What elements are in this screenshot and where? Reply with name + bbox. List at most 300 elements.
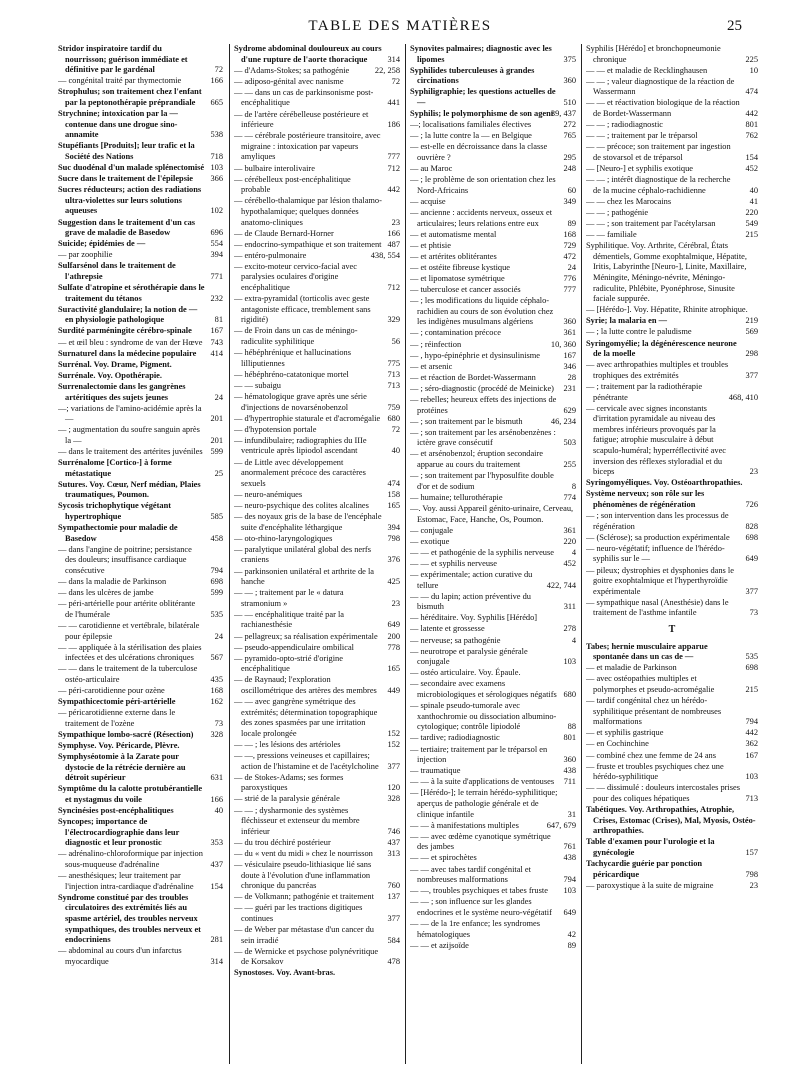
index-entry: [410, 548, 576, 559]
entry-text: [410, 853, 558, 864]
entry-page-ref: 422, 744: [546, 580, 576, 590]
entry-page-ref: 468, 410: [728, 392, 758, 402]
entry-description: — parkinsonien unilatéral et arthrite de la hanche: [234, 566, 374, 587]
index-entry: [410, 647, 576, 668]
index-entry: [410, 296, 576, 328]
entry-description: — de Raynaud; l'exploration oscillométrique des artères des membres: [234, 675, 377, 696]
index-entry: [58, 283, 223, 304]
entry-heading: Symphyse: [58, 741, 95, 750]
index-entry: [410, 832, 576, 853]
entry-page-ref: 28: [567, 372, 576, 382]
entry-description: — fruste et troubles psychiques chez une hérédo-syphilitique: [586, 761, 724, 782]
entry-text: [58, 686, 205, 697]
entry-text: [410, 142, 558, 163]
entry-text: [410, 701, 558, 733]
entry-description: — d'Adams-Stokes; sa pathogénie: [234, 65, 350, 75]
entry-page-ref: 366: [210, 174, 223, 184]
entry-text: [586, 880, 740, 892]
entry-text: [58, 752, 205, 784]
index-entry: [410, 886, 576, 897]
entry-description: —. Voy. aussi Appareil génito-urinaire, Cerveau, Estomac, Face, Hanche, Os, Poumon.: [410, 503, 574, 524]
index-entry: [58, 871, 223, 892]
index-entry: [234, 131, 400, 163]
index-entry: [586, 489, 758, 510]
index-entry: [410, 87, 576, 108]
entry-text: [410, 339, 554, 351]
entry-description: . Voy. Opothérapie.: [93, 370, 162, 380]
entry-text: [58, 849, 205, 870]
entry-description: — ; les modifications du liquide céphalo-rachidien au cours de son évolution chez les indigènes musulmans algériens: [410, 296, 554, 327]
entry-page-ref: 361: [563, 328, 576, 338]
entry-page-ref: 165: [387, 664, 400, 674]
entry-page-ref: 759: [387, 402, 400, 412]
entry-text: [234, 751, 382, 772]
entry-description: — du « vent du midi » chez le nourrisson: [234, 848, 373, 858]
entry-page-ref: 449: [387, 686, 400, 696]
index-entry: [58, 425, 223, 446]
entry-page-ref: 314: [210, 956, 223, 966]
entry-page-ref: 353: [210, 838, 223, 848]
entry-text: [234, 500, 382, 512]
entry-text: [58, 381, 205, 403]
entry-description: — ancienne : accidents nerveux, osseux et articulaires; leurs relations entre eux: [410, 207, 553, 228]
index-entry: [234, 77, 400, 88]
entry-text: [586, 750, 740, 762]
index-entry: [410, 66, 576, 87]
entry-description: — neurotrope et paralysie générale conjugale: [410, 646, 528, 667]
index-entry: [410, 733, 576, 744]
entry-text: [234, 860, 382, 892]
entry-description: — abdominal au cours d'un infarctus myocardique: [58, 946, 182, 966]
entry-text: [58, 729, 205, 741]
entry-description: — — dissimulé : douleurs intercostales prises pour des coliques hépatiques: [586, 783, 740, 803]
entry-page-ref: 167: [563, 350, 576, 360]
entry-page-ref: 4: [571, 547, 576, 557]
entry-text: [586, 489, 740, 510]
entry-page-ref: 329: [387, 315, 400, 325]
entry-description: . Voy. Cœur, Nerf médian, Plaies traumatiques, Poumon.: [65, 479, 201, 500]
entry-page-ref: 414: [210, 348, 223, 358]
entry-text: [586, 316, 740, 327]
entry-description: — exotique: [410, 536, 450, 546]
entry-description: — — ; intérêt diagnostique de la recherche de la mucine céphalo-rachidienne: [586, 175, 731, 195]
entry-description: — bulbaire interolivaire: [234, 163, 315, 173]
entry-page-ref: 438: [563, 853, 576, 863]
entry-page-ref: 46, 234: [550, 416, 576, 426]
entry-heading: Syringomyélie: [586, 338, 638, 348]
index-entry: [234, 66, 400, 77]
entry-text: [410, 503, 576, 525]
entry-text: [58, 283, 205, 304]
entry-heading: Surrenalectomie: [58, 381, 117, 391]
entry-text: [410, 831, 558, 853]
index-entry: [410, 340, 576, 351]
index-entry: [586, 360, 758, 381]
entry-description: — dans l'angine de poitrine; persistance des douleurs; insuffisance cardiaque consécutive: [58, 544, 192, 575]
entry-text: [58, 806, 205, 817]
entry-text: [234, 380, 382, 392]
entry-page-ref: 474: [745, 87, 758, 97]
entry-text: [234, 163, 382, 175]
entry-text: [58, 163, 205, 174]
entry-page-ref: 81: [214, 315, 223, 325]
entry-text: [410, 251, 558, 263]
entry-heading: Strophulus: [58, 87, 98, 97]
entry-description: — — chez les Marocains: [586, 196, 672, 206]
entry-text: [58, 239, 205, 250]
entry-description: — des noyaux gris de la base de l'encéphale suite d'encéphalite léthargique: [234, 512, 382, 532]
index-entry: [410, 897, 576, 918]
index-entry: [234, 294, 400, 326]
entry-description: douloureux au cours d'une rupture de l'aorte thoracique: [241, 44, 382, 64]
entry-page-ref: 103: [210, 163, 223, 173]
index-entry: [58, 250, 223, 261]
index-entry: [58, 686, 223, 697]
entry-text: [586, 207, 740, 219]
entry-description: — par zoophilie: [58, 250, 113, 260]
entry-text: [410, 897, 558, 918]
entry-page-ref: 10: [749, 65, 758, 75]
entry-description: —; localisations familiales électives: [410, 120, 532, 130]
entry-description: — — subaigu: [234, 380, 281, 390]
entry-heading: Sympathicectomie péri-artérielle: [58, 697, 176, 707]
entry-page-ref: 103: [563, 657, 576, 667]
entry-text: [586, 403, 740, 478]
entry-heading: Tabes: [586, 641, 607, 651]
entry-description: —; variations de l'amino-acidémie après la —: [58, 403, 202, 424]
entry-page-ref: 24: [567, 262, 576, 272]
entry-text: [586, 543, 740, 565]
index-entry: [234, 534, 400, 545]
entry-text: [234, 392, 382, 413]
page-header: [0, 14, 800, 38]
entry-description: — — ; valeur diagnostique de la réaction de Wassermann: [586, 76, 735, 97]
index-entry: [58, 946, 223, 967]
index-entry: [234, 370, 400, 381]
entry-page-ref: 24: [214, 631, 223, 641]
index-entry: [586, 305, 758, 316]
entry-page-ref: 8: [571, 481, 576, 491]
index-entry: [58, 741, 223, 752]
entry-text: [410, 940, 558, 952]
entry-page-ref: 649: [745, 554, 758, 564]
entry-page-ref: 712: [387, 163, 400, 173]
entry-text: [586, 761, 740, 783]
entry-page-ref: 718: [210, 151, 223, 161]
entry-page-ref: 377: [745, 370, 758, 380]
entry-page-ref: 200: [387, 631, 400, 641]
index-entry: [410, 504, 576, 525]
entry-page-ref: 599: [210, 446, 223, 456]
entry-text: [234, 424, 382, 436]
entry-text: [410, 109, 554, 120]
entry-page-ref: 72: [214, 65, 223, 75]
entry-text: [410, 547, 558, 559]
index-entry: [410, 570, 576, 591]
index-entry: [586, 230, 758, 241]
entry-page-ref: 346: [563, 361, 576, 371]
entry-text: [234, 609, 382, 631]
entry-page-ref: 487: [387, 239, 400, 249]
entry-heading: Tachycardie: [586, 858, 630, 868]
entry-page-ref: 167: [745, 750, 758, 760]
entry-text: [410, 262, 558, 274]
entry-description: ; intoxication par la — contenue dans une drogue sino-annamite: [65, 109, 178, 140]
entry-description: — neuro-anémiques: [234, 489, 303, 499]
index-entry: [410, 230, 576, 241]
entry-page-ref: 168: [210, 686, 223, 696]
entry-text: [58, 871, 205, 892]
entry-page-ref: 569: [745, 327, 758, 337]
entry-page-ref: 698: [745, 532, 758, 542]
index-entry: [410, 679, 576, 700]
entry-page-ref: 798: [745, 869, 758, 879]
entry-page-ref: 23: [749, 880, 758, 890]
entry-text: [234, 946, 382, 968]
entry-text: [58, 599, 205, 620]
entry-page-ref: 771: [210, 271, 223, 281]
entry-heading: Syphilis: [410, 109, 439, 119]
index-entry: [234, 425, 400, 436]
entry-text: [586, 511, 740, 532]
entry-heading: Symptôme: [58, 784, 97, 794]
entry-description: — péri-carotidienne pour ozène: [58, 686, 165, 696]
entry-page-ref: 313: [387, 848, 400, 858]
entry-description: à forme métastatique: [65, 458, 172, 478]
entry-description: — — et maladie de Recklinghausen: [586, 65, 708, 75]
entry-page-ref: 774: [563, 492, 576, 502]
entry-page-ref: 549: [745, 219, 758, 228]
entry-text: [58, 370, 223, 382]
entry-text: [410, 525, 558, 537]
entry-text: [234, 512, 382, 533]
entry-text: [58, 76, 205, 87]
entry-description: — vésiculaire pseudo-lithiasique lié sans doute à l'évolution d'une inflammation chronique du pancréas: [234, 860, 372, 891]
index-entry: [410, 274, 576, 285]
index-entry: [234, 175, 400, 196]
index-entry: [58, 185, 223, 217]
entry-page-ref: 503: [563, 438, 576, 448]
entry-page-ref: 220: [745, 207, 758, 217]
entry-description: — — ; son traitement par l'acétylarsan: [586, 219, 716, 228]
entry-text: [410, 766, 558, 777]
index-entry: [410, 853, 576, 864]
index-entry: [410, 526, 576, 537]
entry-description: — adrénalino-chloroformique par injection sous-muqueuse d'adrénaline: [58, 849, 203, 870]
entry-text: [234, 348, 382, 369]
entry-description: post-encéphalitiques: [98, 806, 174, 816]
entry-page-ref: 437: [387, 837, 400, 847]
index-entry: [58, 109, 223, 141]
index-entry: [234, 794, 400, 805]
entry-description: — — ; pathogénie: [586, 207, 649, 217]
entry-page-ref: 680: [387, 413, 400, 423]
index-entry: [586, 316, 758, 327]
index-entry: [234, 588, 400, 609]
entry-description: — — et réactivation biologique de la réaction de Bordet-Wassermann: [586, 98, 740, 119]
entry-page-ref: 794: [210, 566, 223, 575]
entry-text: [410, 207, 558, 229]
entry-description: — entéro-pulmonaire: [234, 250, 307, 260]
entry-page-ref: 23: [391, 217, 400, 227]
entry-description: . Voy. Drame, Pigment.: [89, 359, 172, 369]
index-entry: [586, 642, 758, 663]
entry-text: [58, 697, 205, 708]
entry-description: — de Wernicke et psychose polynévritique de Korsakov: [234, 946, 379, 967]
entry-page-ref: 743: [210, 337, 223, 347]
entry-description: — latente et grossesse: [410, 624, 485, 634]
entry-description: — — du lapin; action préventive du bismuth: [410, 591, 531, 612]
entry-page-ref: 376: [387, 555, 400, 565]
index-entry: [586, 566, 758, 598]
entry-description: — cervicale avec signes inconstants d'irritation pyramidale au niveau des membres inférieurs provoqués par la fatigue; atrophie musculaire à début scapulo-huméral; hyperréflectivité avec inversion des réflexes styloradial et du biceps: [586, 403, 727, 477]
index-entry: [586, 241, 758, 305]
index-entry: [234, 545, 400, 566]
entry-description: — et lipomatose symétrique: [410, 273, 505, 283]
entry-text: [234, 588, 382, 609]
entry-description: — ; réinfection: [410, 339, 462, 349]
entry-description: — — et syphilis nerveuse: [410, 558, 497, 568]
entry-text: [410, 296, 558, 328]
entry-description: guérie par ponction péricardique: [593, 858, 703, 879]
entry-text: [58, 217, 205, 239]
entry-description: — du trou déchiré postérieur: [234, 837, 331, 847]
entry-description: Syphilis [Hérédo] et bronchopneumonie chronique: [586, 44, 721, 64]
entry-description: — avec arthropathies multiples et troubles trophiques des extrémités: [586, 360, 729, 380]
entry-heading: Surrénale: [58, 370, 94, 380]
index-entry: [410, 328, 576, 339]
entry-text: [58, 87, 205, 108]
index-entry: [410, 285, 576, 296]
entry-page-ref: 599: [210, 588, 223, 598]
entry-description: — ; son traitement par le bismuth: [410, 416, 523, 426]
entry-heading: Syncinésies: [58, 806, 99, 816]
index-entry: [410, 208, 576, 229]
entry-heading: Sydrome abdominal: [234, 44, 307, 53]
entry-page-ref: 377: [745, 586, 758, 596]
entry-page-ref: 31: [567, 809, 576, 819]
entry-page-ref: 726: [745, 499, 758, 509]
entry-text: [410, 372, 558, 384]
entry-page-ref: 698: [745, 663, 758, 673]
entry-text: [410, 886, 558, 897]
entry-text: [58, 817, 205, 849]
entry-description: — d'hypotension portale: [234, 424, 317, 434]
entry-page-ref: 452: [745, 164, 758, 174]
entry-text: [586, 360, 740, 381]
entry-text: [410, 613, 576, 624]
entry-description: — — ; traitement par le « datura stramonium »: [234, 588, 344, 608]
entry-description: du la calotte protubérantielle et nystagmus du voile: [65, 784, 203, 804]
entry-description: dans le traitement de l'athrepsie: [65, 261, 176, 281]
index-entry: [234, 512, 400, 533]
entry-description: à grandes circinations: [417, 65, 535, 86]
entry-page-ref: 166: [210, 76, 223, 86]
entry-page-ref: 137: [387, 892, 400, 902]
entry-description: — cérébello-thalamique par lésion thalamo-hypothalamique; quelques données anatomo-cliniques: [234, 196, 382, 227]
entry-description: — et arsenic: [410, 361, 453, 371]
index-entry: [410, 362, 576, 373]
index-entry: [234, 240, 400, 251]
entry-description: — de Weber par métastase d'un cancer du sein irradié: [234, 925, 374, 945]
entry-description: — — à la suite d'applications de ventouses: [410, 777, 555, 787]
entry-text: [58, 326, 205, 337]
index-entry: [410, 241, 576, 252]
index-entry: [410, 263, 576, 274]
index-entry: [410, 777, 576, 788]
entry-text: [58, 44, 205, 76]
index-entry: [58, 239, 223, 250]
entry-text: [58, 250, 205, 261]
entry-text: [586, 739, 740, 750]
entry-text: [410, 273, 558, 285]
entry-text: [58, 174, 205, 185]
index-entry: [586, 783, 758, 804]
entry-page-ref: 89: [567, 218, 576, 228]
index-entry: [58, 447, 223, 458]
entry-heading: Tabétiques: [586, 804, 625, 814]
index-entry: [58, 545, 223, 577]
entry-description: — de Froin dans un cas de méningo-radiculite syphilitique: [234, 326, 358, 347]
index-entry: [234, 326, 400, 347]
entry-page-ref: 437: [210, 860, 223, 870]
entry-text: [586, 381, 732, 403]
entry-description: — oto-rhino-laryngologiques: [234, 533, 333, 543]
entry-description: — et automatisme mental: [410, 229, 497, 239]
entry-text: [586, 728, 740, 739]
index-entry: [586, 77, 758, 98]
section-letter: T: [668, 623, 676, 635]
index-entry: [410, 624, 576, 635]
entry-text: [234, 805, 382, 838]
entry-text: [234, 697, 382, 739]
index-entry: [234, 490, 400, 501]
entry-text: [410, 591, 558, 613]
entry-page-ref: 362: [745, 739, 758, 749]
entry-text: [586, 338, 740, 360]
index-entry: [586, 762, 758, 783]
entry-text: [410, 820, 550, 832]
entry-text: [410, 65, 558, 87]
entry-page-ref: 680: [563, 690, 576, 700]
entry-page-ref: 25: [214, 468, 223, 478]
entry-heading: Sutures: [58, 479, 86, 489]
entry-page-ref: 281: [210, 935, 223, 945]
index-entry: [410, 373, 576, 384]
index-entry: [234, 740, 400, 751]
index-entry: [58, 784, 223, 805]
entry-page-ref: 801: [745, 120, 758, 130]
index-column-4: [586, 44, 758, 1064]
index-entry: [58, 76, 223, 87]
entry-text: [410, 668, 576, 679]
entry-page-ref: 425: [387, 577, 400, 587]
entry-description: — — ; son influence sur les glandes endocrines et le système neuro-végétatif: [410, 897, 552, 917]
entry-page-ref: 510: [563, 97, 576, 107]
entry-heading: Stridor: [58, 44, 85, 53]
entry-page-ref: 375: [563, 54, 576, 64]
entry-description: ; la notion de — en physiologie pathologique: [65, 304, 198, 325]
entry-text: [234, 489, 382, 501]
index-entry: [234, 925, 400, 946]
entry-text: [234, 261, 382, 294]
entry-text: [410, 285, 558, 296]
entry-page-ref: 4: [571, 635, 576, 645]
entry-page-ref: 394: [210, 250, 223, 260]
entry-text: [234, 968, 400, 979]
entry-page-ref: 452: [563, 558, 576, 568]
index-entry: [410, 613, 576, 624]
